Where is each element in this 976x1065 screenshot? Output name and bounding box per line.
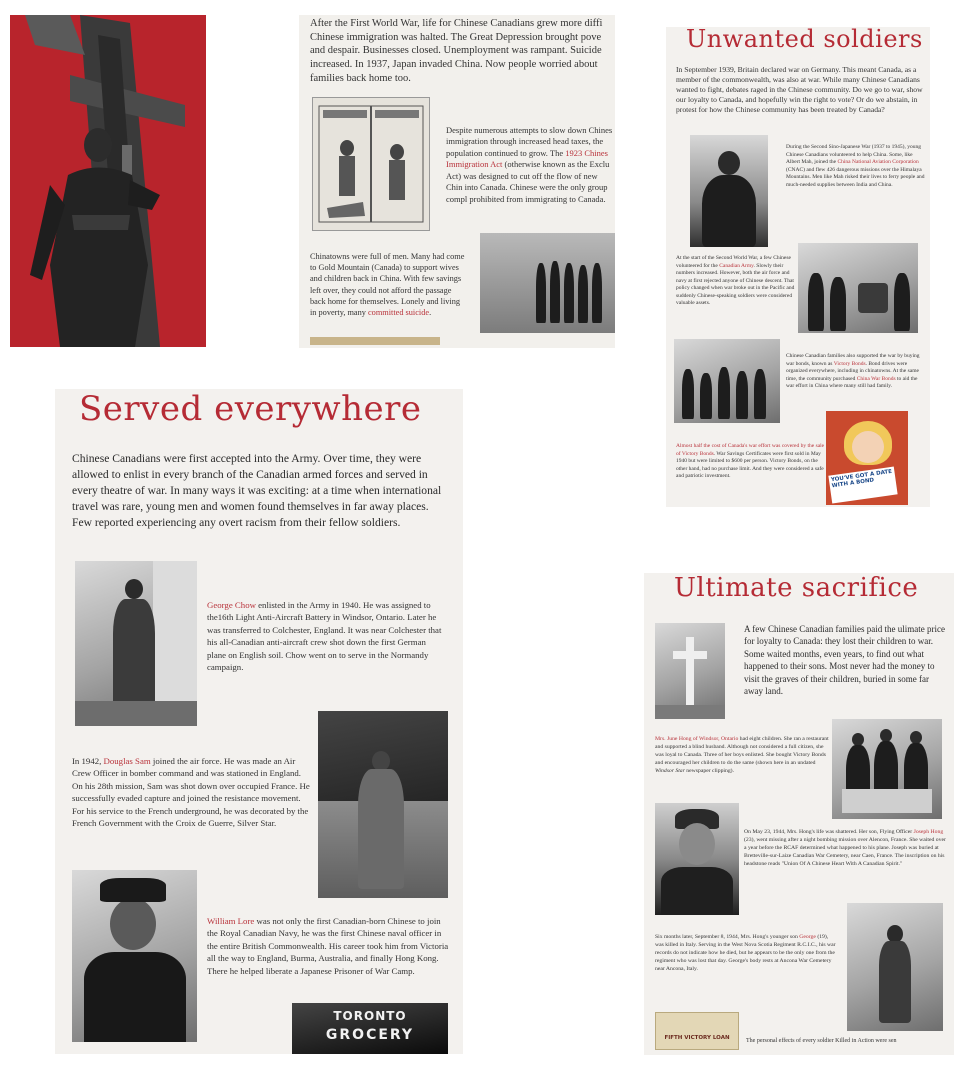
june-hong-link[interactable]: Mrs. June Hong of Windsor, Ontario [655, 736, 739, 742]
suicide-link[interactable]: committed suicide [368, 307, 430, 317]
victory-bonds-paragraph: Chinese Canadian families also supported the war by buying war bonds, known as Victory Bonds. Bond drives were organized everywhere, including in chinatowns. At the same time, the community purchased China War Bonds to aid the war effort in China where many still had family. [786, 353, 920, 390]
store-sign-top: TORONTO [333, 1009, 407, 1023]
joseph-hong-link[interactable]: Joseph Hong [913, 829, 944, 835]
store-sign-bottom: GROCERY [325, 1027, 415, 1043]
joseph-hong-paragraph: On May 23, 1944, Mrs. Hong's life was shattered. Her son, Flying Officer Joseph Hong (23), went missing after a night bombing mission over Alencon, France. She waited over a year before the RCAF determined what happened to his plane. Joseph was buried at Bretteville-sur-Laize Canadian War Cemetery, near Caen, France. The inscription on his headstone reads "Union Of A Chinese Heart With A Canadian Spirit." [744, 829, 946, 868]
william-lore-paragraph: William Lore was not only the first Canadian-born Chinese to join the Royal Canadian Navy, he was the first Chinese naval officer in the entire British Commonwealth. His career took him from Victoria all the way to England, Burma, Australia, and finally Hong Kong. There he helped liberate a Japanese Prisoner of War Camp. [207, 916, 449, 976]
chinatown-paragraph: Chinatowns were full of men. Many had come to Gold Mountain (Canada) to support wives and children back in China. With few savings left over, they could not afford the passage back home for themselves. Lonely and living in poverty, many committed suicide. [310, 252, 465, 317]
statue-illustration [10, 15, 206, 347]
george-chow-paragraph: George Chow enlisted in the Army in 1940. He was assigned to the16th Light Anti-Aircraft Battery in Windsor, Ontario. Later he was transferred to Colchester, England. It was near Colchester that his all-Canadian anti-aircraft crew shot down the first German plane on English soil. Chow went on to serve in the Normandy campaign. [207, 600, 442, 673]
joseph-hong-photo [655, 803, 739, 915]
statue-photo-panel [10, 15, 206, 347]
victory-loan-clipping [655, 1012, 739, 1050]
unwanted-intro: In September 1939, Britain declared war on Germany. This meant Canada, as a member of the commonwealth, was also at war. While many Chinese Canadians wanted to fight, debates raged in the Chinese community. Do we go to war, show our loyalty to Canada, and hopefully win the right to vote? Or do we abstain, in protest for how the Chinese community has been treated by Canada? [676, 65, 923, 115]
toronto-grocery-photo [292, 1003, 448, 1054]
george-hong-link[interactable]: George [799, 934, 816, 940]
post-war-panel [299, 15, 615, 348]
douglas-sam-photo [318, 711, 448, 898]
war-cost-link[interactable]: Almost half the cost of Canada's war effort was covered by the sale of Victory Bonds [676, 443, 825, 457]
personal-effects-text: The personal effects of every soldier Killed in Action were sen [746, 1038, 897, 1044]
june-hong-paragraph: Mrs. June Hong of Windsor, Ontario had eight children. She ran a restaurant and supported a blind husband. Although not considered a full citizen, she was loyal to Canada. Three of her boys enlisted. She bought Victory Bonds and encouraged her children to do the same (shown here in an undated Windsor Star newspaper clipping). [655, 736, 829, 774]
cnac-link[interactable]: China National Aviation Corporation [837, 159, 919, 166]
albert-mah-photo [690, 135, 768, 247]
unwanted-soldiers-panel [666, 27, 930, 507]
china-war-bonds-link[interactable]: China War Bonds [856, 375, 896, 382]
canadian-army-link[interactable]: Canadian Army [719, 262, 754, 269]
panel-title: Served everywhere [79, 389, 422, 429]
poster-caption: YOU'VE GOT A DATE WITH A BOND [828, 467, 897, 504]
bond-drive-photo [674, 339, 780, 423]
immigration-cartoon [312, 97, 430, 231]
hong-family-photo [832, 719, 942, 819]
william-lore-link[interactable]: William Lore [207, 916, 255, 926]
ultimate-sacrifice-panel [644, 573, 954, 1055]
served-intro: Chinese Canadians were first accepted into the Army. Over time, they were allowed to enlist in every branch of the Canadian armed forces and served in every theatre of war. In many ways it was exciting: at a time when international travel was rare, young men and women found themselves in far away places. Few reported experiencing any overt racism from their fellow soldiers. [72, 452, 442, 530]
douglas-sam-paragraph: In 1942, Douglas Sam joined the air force. He was made an Air Crew Officer in bomber command and was stationed in England. On his 28th mission, Sam was shot down over occupied France. He successfully evaded capture and joined the resistance movement. For his service to the French underground, he was decorated by the French Government with the Croix de Guerre, Silver Star. [72, 756, 310, 829]
george-hong-photo [847, 903, 943, 1031]
victory-loan-label: FIFTH VICTORY LOAN [664, 1035, 730, 1041]
grave-marker-photo [655, 623, 725, 719]
caption-strip [310, 337, 440, 345]
served-everywhere-panel [55, 389, 463, 1054]
george-hong-paragraph: Six months later, September 8, 1944, Mrs. Hong's younger son George (19), was killed in Italy. Serving in the West Nova Scotia Regiment R.C.I.C., his war records do not indicate how he died, but he appears to be the only one from the regiment who was lost that day. George's body rests at Ancona War Cemetery near Ancona, Italy. [655, 934, 836, 973]
panel-title: Ultimate sacrifice [674, 573, 919, 603]
george-chow-link[interactable]: George Chow [207, 600, 256, 610]
men-on-street-photo [480, 233, 615, 333]
victory-bond-poster [826, 411, 908, 505]
victory-bonds-link[interactable]: Victory Bonds [833, 360, 866, 367]
douglas-sam-link[interactable]: Douglas Sam [103, 756, 151, 766]
exclusion-act-paragraph: Despite numerous attempts to slow down Chines immigration through increased head taxes, the population continued to grow. The 1923 Chines Immigration Act (otherwise known as the Exclu Act) was designed to cut off the flow of new Chin into Canada. Chinese were the only group compl prohibited from immigrating to Canada. [446, 125, 613, 204]
william-lore-photo [72, 870, 197, 1042]
soldiers-group-photo [798, 243, 918, 333]
exclusion-act-link[interactable]: 1923 Chines Immigration Act [446, 147, 608, 170]
george-chow-photo [75, 561, 197, 726]
war-cost-paragraph: Almost half the cost of Canada's war effort was covered by the sale of Victory Bonds. War Savings Certificates were first sold in May 1940 but were limited to $600 per person. Victory Bonds, on the other hand, had no purchase limit. And they were considered a safe and patriotic investment. [676, 443, 825, 480]
ultimate-intro: A few Chinese Canadian families paid the ulimate price for loyalty to Canada: they lost their children to war. Some waited months, even years, to find out what happened to their sons. Most never had the money to visit the graves of their children, buried in some far away land. [744, 624, 945, 697]
army-paragraph: At the start of the Second World War, a few Chinese volunteered for the Canadian Army. Slowly their numbers increased. However, both the air force and navy at first rejected anyone of Chinese descent. That policy changed when war broke out in the Pacific and suddenly Chinese-speaking soldiers were considered valuable assets. [676, 255, 795, 307]
cnac-paragraph: During the Second Sino-Japanese War (1937 to 1945), young Chinese Canadians volunteered to help China. Some, like Albert Mah, joined the China National Aviation Corporation (CNAC) and flew 426 dangerous missions over the Himalaya Mountains. Men like Mah risked their lives to ferry people and much-needed supplies between India and China. [786, 144, 925, 188]
panel-title: Unwanted soldiers [686, 27, 923, 53]
post-war-intro: After the First World War, life for Chinese Canadians grew more diffi Chinese immigration was halted. The Great Depression brought pove and despair. Businesses closed. Unemployment was rampant. Suicide increased. In 1937, Japan invaded China. Now people worried about families back home too. [310, 18, 603, 84]
